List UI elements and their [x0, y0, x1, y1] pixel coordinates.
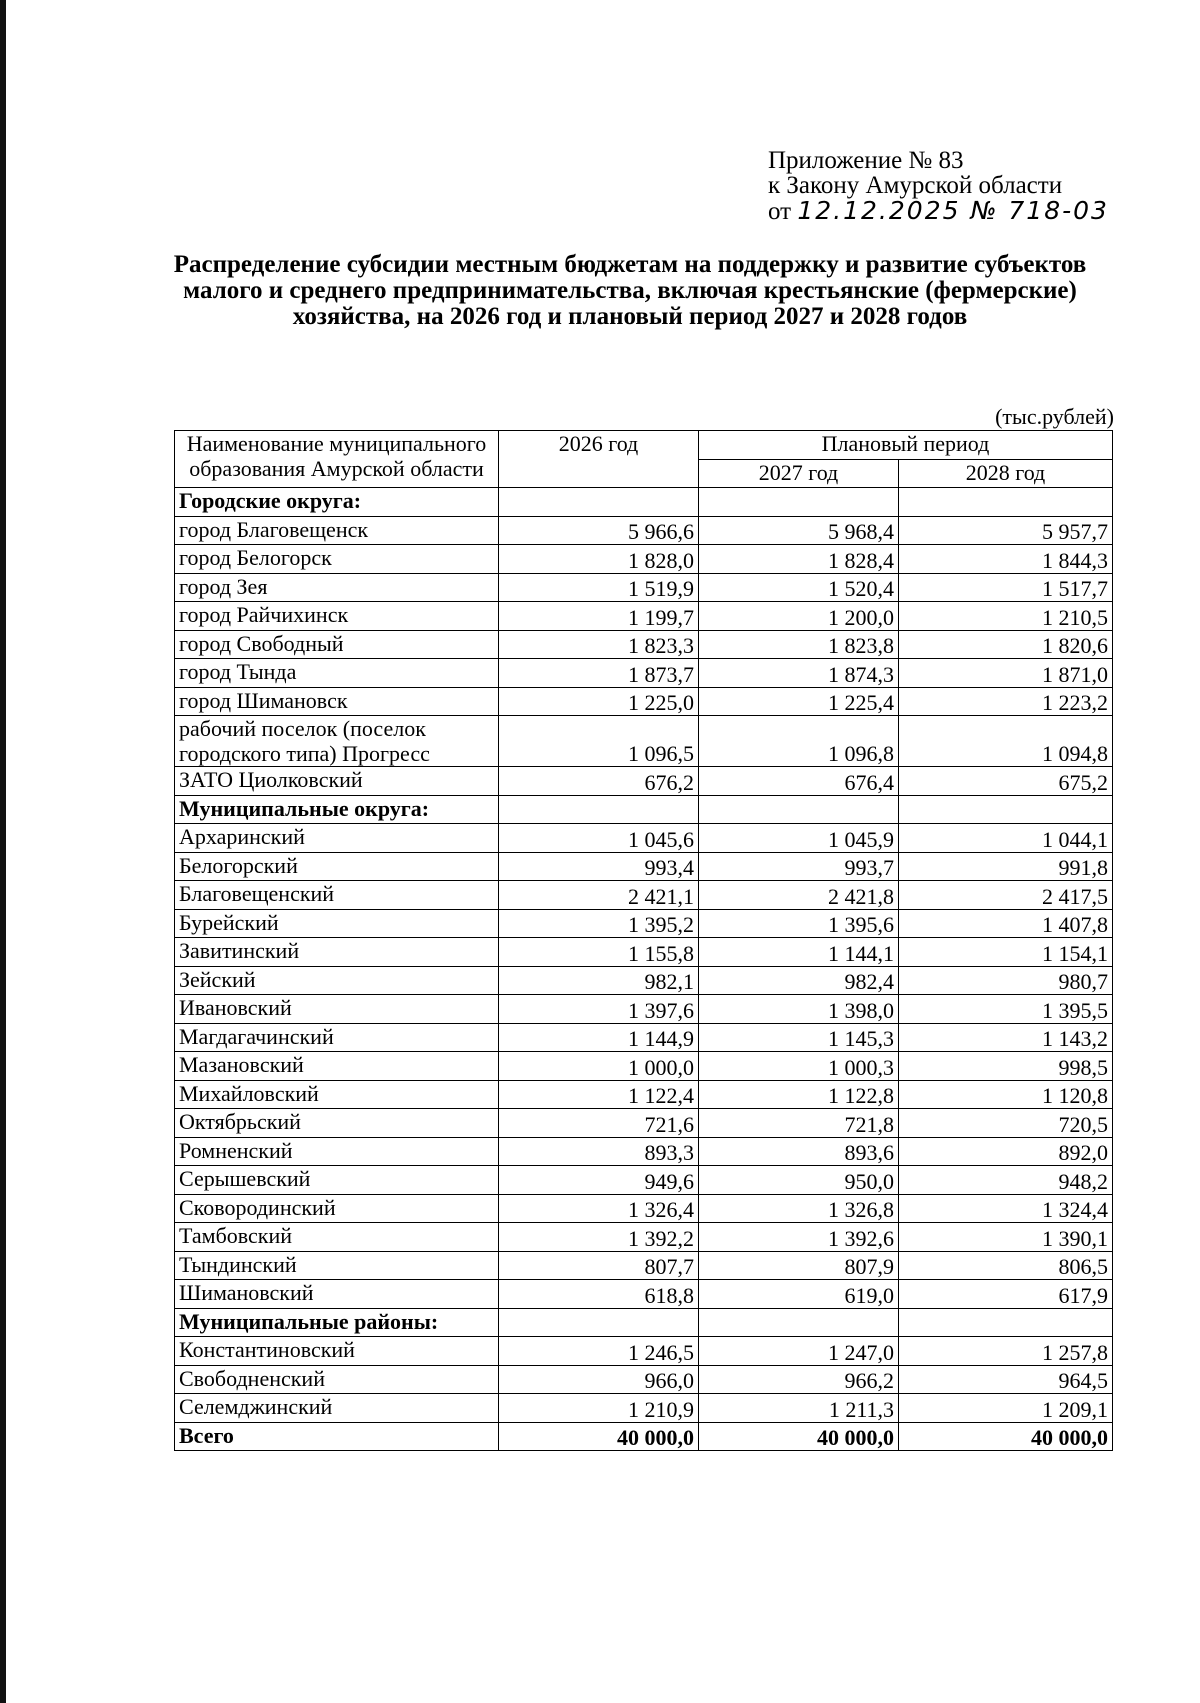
- value-2028: 980,7: [899, 966, 1113, 995]
- value-2028: 1 390,1: [899, 1223, 1113, 1252]
- row-name: город Шимановск: [175, 687, 499, 716]
- value-2026: 2 421,1: [499, 881, 699, 910]
- value-2026: 1 225,0: [499, 687, 699, 716]
- table-row: [175, 881, 1113, 910]
- row-name: ЗАТО Циолковский: [175, 767, 499, 796]
- row-name: Завитинский: [175, 938, 499, 967]
- value-2026: [499, 1308, 699, 1337]
- table-body: [175, 488, 1113, 1451]
- value-2028: 1 094,8: [899, 716, 1113, 767]
- table-row: [175, 938, 1113, 967]
- value-2026: 1 828,0: [499, 545, 699, 574]
- table-row: [175, 1137, 1113, 1166]
- value-2027: 1 823,8: [699, 630, 899, 659]
- table-row: [175, 995, 1113, 1024]
- value-2026: 1 326,4: [499, 1194, 699, 1223]
- value-2028: [899, 488, 1113, 517]
- value-2028: 892,0: [899, 1137, 1113, 1166]
- value-2027: 1 000,3: [699, 1052, 899, 1081]
- row-name: Муниципальные районы:: [175, 1308, 499, 1337]
- value-2028: 1 257,8: [899, 1337, 1113, 1366]
- value-2027: 1 045,9: [699, 824, 899, 853]
- row-name: город Свободный: [175, 630, 499, 659]
- value-2028: 1 324,4: [899, 1194, 1113, 1223]
- table-row: [175, 1223, 1113, 1252]
- table-row: [175, 767, 1113, 796]
- value-2028: 675,2: [899, 767, 1113, 796]
- table-row: [175, 1109, 1113, 1138]
- value-2026: 1 519,9: [499, 573, 699, 602]
- table-row: [175, 687, 1113, 716]
- table-row: [175, 630, 1113, 659]
- value-2028: 806,5: [899, 1251, 1113, 1280]
- value-2027: 1 144,1: [699, 938, 899, 967]
- value-2027: 1 520,4: [699, 573, 899, 602]
- table-row: [175, 1251, 1113, 1280]
- value-2028: 720,5: [899, 1109, 1113, 1138]
- table-row: [175, 1394, 1113, 1423]
- row-name: Зейский: [175, 966, 499, 995]
- row-name: город Райчихинск: [175, 602, 499, 631]
- row-name: Мазановский: [175, 1052, 499, 1081]
- value-2027: 721,8: [699, 1109, 899, 1138]
- row-name: Свободненский: [175, 1365, 499, 1394]
- value-2026: 1 144,9: [499, 1023, 699, 1052]
- value-2026: 1 045,6: [499, 824, 699, 853]
- header-2027: 2027 год: [699, 459, 899, 488]
- value-2028: 998,5: [899, 1052, 1113, 1081]
- table-row: [175, 1280, 1113, 1309]
- table-row: [175, 1080, 1113, 1109]
- appendix-number: Приложение № 83: [768, 147, 964, 174]
- value-2027: 1 225,4: [699, 687, 899, 716]
- value-2026: 1 122,4: [499, 1080, 699, 1109]
- value-2028: 948,2: [899, 1166, 1113, 1195]
- value-2028: 40 000,0: [899, 1422, 1113, 1451]
- value-2027: 807,9: [699, 1251, 899, 1280]
- group-row: [175, 488, 1113, 517]
- value-2026: 993,4: [499, 852, 699, 881]
- value-2028: 1 120,8: [899, 1080, 1113, 1109]
- value-2028: 1 154,1: [899, 938, 1113, 967]
- value-2027: [699, 1308, 899, 1337]
- value-2027: 993,7: [699, 852, 899, 881]
- value-2027: 966,2: [699, 1365, 899, 1394]
- row-name: Тамбовский: [175, 1223, 499, 1252]
- value-2027: 982,4: [699, 966, 899, 995]
- value-2026: 40 000,0: [499, 1422, 699, 1451]
- value-2026: [499, 488, 699, 517]
- value-2027: 893,6: [699, 1137, 899, 1166]
- value-2026: [499, 795, 699, 824]
- value-2026: 5 966,6: [499, 516, 699, 545]
- row-name: Константиновский: [175, 1337, 499, 1366]
- row-name: Всего: [175, 1422, 499, 1451]
- row-name: Городские округа:: [175, 488, 499, 517]
- value-2026: 807,7: [499, 1251, 699, 1280]
- row-name: Муниципальные округа:: [175, 795, 499, 824]
- value-2028: 1 044,1: [899, 824, 1113, 853]
- units-label: (тыс.рублей): [995, 404, 1114, 429]
- value-2026: 893,3: [499, 1137, 699, 1166]
- value-2026: 721,6: [499, 1109, 699, 1138]
- date-prefix: от: [768, 198, 792, 225]
- value-2027: 5 968,4: [699, 516, 899, 545]
- value-2028: 1 209,1: [899, 1394, 1113, 1423]
- row-name: Благовещенский: [175, 881, 499, 910]
- value-2027: 40 000,0: [699, 1422, 899, 1451]
- value-2027: [699, 488, 899, 517]
- value-2028: 1 143,2: [899, 1023, 1113, 1052]
- table-row: [175, 1052, 1113, 1081]
- row-name: Сковородинский: [175, 1194, 499, 1223]
- document-title: Распределение субсидии местным бюджетам на поддержку и развитие субъектов малого и среднего предпринимательства, включая крестьянские (фермерские) хозяйства, на 2026 год и плановый период 2027 и 2028 годов: [173, 251, 1087, 330]
- row-name: Михайловский: [175, 1080, 499, 1109]
- value-2026: 1 000,0: [499, 1052, 699, 1081]
- header-name: Наименование муниципального образования Амурской области: [175, 431, 499, 488]
- value-2028: 991,8: [899, 852, 1113, 881]
- value-2027: 1 326,8: [699, 1194, 899, 1223]
- value-2026: 1 823,3: [499, 630, 699, 659]
- value-2027: 950,0: [699, 1166, 899, 1195]
- value-2028: 1 407,8: [899, 909, 1113, 938]
- table-row: [175, 909, 1113, 938]
- value-2028: 1 210,5: [899, 602, 1113, 631]
- table-row: [175, 1365, 1113, 1394]
- value-2026: 949,6: [499, 1166, 699, 1195]
- value-2028: 617,9: [899, 1280, 1113, 1309]
- header-2028: 2028 год: [899, 459, 1113, 488]
- row-name: город Зея: [175, 573, 499, 602]
- appendix-date: [768, 198, 1109, 224]
- value-2028: 1 871,0: [899, 659, 1113, 688]
- row-name: Ивановский: [175, 995, 499, 1024]
- total-row: [175, 1422, 1113, 1451]
- value-2028: [899, 1308, 1113, 1337]
- table-row: [175, 1337, 1113, 1366]
- value-2028: 5 957,7: [899, 516, 1113, 545]
- value-2027: [699, 795, 899, 824]
- table-row: [175, 1023, 1113, 1052]
- appendix-law: к Закону Амурской области: [768, 172, 1063, 199]
- value-2027: 1 395,6: [699, 909, 899, 938]
- appendix-header: [768, 148, 1109, 224]
- table-row: [175, 966, 1113, 995]
- value-2026: 1 246,5: [499, 1337, 699, 1366]
- value-2028: 1 844,3: [899, 545, 1113, 574]
- table-row: [175, 1194, 1113, 1223]
- value-2028: 2 417,5: [899, 881, 1113, 910]
- value-2027: 1 398,0: [699, 995, 899, 1024]
- value-2028: [899, 795, 1113, 824]
- table-row: [175, 852, 1113, 881]
- value-2027: 1 828,4: [699, 545, 899, 574]
- scan-edge: [0, 0, 6, 1703]
- table-row: [175, 573, 1113, 602]
- row-name: город Тында: [175, 659, 499, 688]
- value-2027: 1 247,0: [699, 1337, 899, 1366]
- value-2027: 676,4: [699, 767, 899, 796]
- value-2026: 966,0: [499, 1365, 699, 1394]
- table-row: [175, 824, 1113, 853]
- value-2026: 618,8: [499, 1280, 699, 1309]
- value-2027: 1 122,8: [699, 1080, 899, 1109]
- row-name: Селемджинский: [175, 1394, 499, 1423]
- value-2026: 676,2: [499, 767, 699, 796]
- row-name: Магдагачинский: [175, 1023, 499, 1052]
- row-name: рабочий поселок (поселок городского типа) Прогресс: [175, 716, 499, 767]
- row-name: Ромненский: [175, 1137, 499, 1166]
- value-2026: 1 199,7: [499, 602, 699, 631]
- value-2028: 1 517,7: [899, 573, 1113, 602]
- row-name: Бурейский: [175, 909, 499, 938]
- table-row: [175, 716, 1113, 767]
- value-2026: 982,1: [499, 966, 699, 995]
- value-2027: 1 096,8: [699, 716, 899, 767]
- row-name: город Благовещенск: [175, 516, 499, 545]
- value-2027: 1 392,6: [699, 1223, 899, 1252]
- row-name: Архаринский: [175, 824, 499, 853]
- value-2026: 1 873,7: [499, 659, 699, 688]
- value-2027: 1 145,3: [699, 1023, 899, 1052]
- value-2027: 1 874,3: [699, 659, 899, 688]
- group-row: [175, 795, 1113, 824]
- row-name: город Белогорск: [175, 545, 499, 574]
- row-name: Серышевский: [175, 1166, 499, 1195]
- value-2026: 1 392,2: [499, 1223, 699, 1252]
- table-row: [175, 602, 1113, 631]
- value-2026: 1 096,5: [499, 716, 699, 767]
- value-2026: 1 397,6: [499, 995, 699, 1024]
- header-2026: 2026 год: [499, 431, 699, 488]
- value-2027: 2 421,8: [699, 881, 899, 910]
- table-row: [175, 1166, 1113, 1195]
- header-planned: Плановый период: [699, 431, 1113, 460]
- group-row: [175, 1308, 1113, 1337]
- value-2028: 1 820,6: [899, 630, 1113, 659]
- table-row: [175, 545, 1113, 574]
- row-name: Октябрьский: [175, 1109, 499, 1138]
- handwritten-date: 12.12.2025 № 718-03: [797, 196, 1109, 225]
- row-name: Белогорский: [175, 852, 499, 881]
- value-2028: 1 223,2: [899, 687, 1113, 716]
- table-row: [175, 659, 1113, 688]
- value-2027: 1 211,3: [699, 1394, 899, 1423]
- table-row: [175, 516, 1113, 545]
- row-name: Шимановский: [175, 1280, 499, 1309]
- value-2027: 619,0: [699, 1280, 899, 1309]
- value-2026: 1 210,9: [499, 1394, 699, 1423]
- value-2028: 1 395,5: [899, 995, 1113, 1024]
- subsidy-table: [174, 430, 1113, 1451]
- value-2026: 1 155,8: [499, 938, 699, 967]
- value-2028: 964,5: [899, 1365, 1113, 1394]
- value-2026: 1 395,2: [499, 909, 699, 938]
- row-name: Тындинский: [175, 1251, 499, 1280]
- value-2027: 1 200,0: [699, 602, 899, 631]
